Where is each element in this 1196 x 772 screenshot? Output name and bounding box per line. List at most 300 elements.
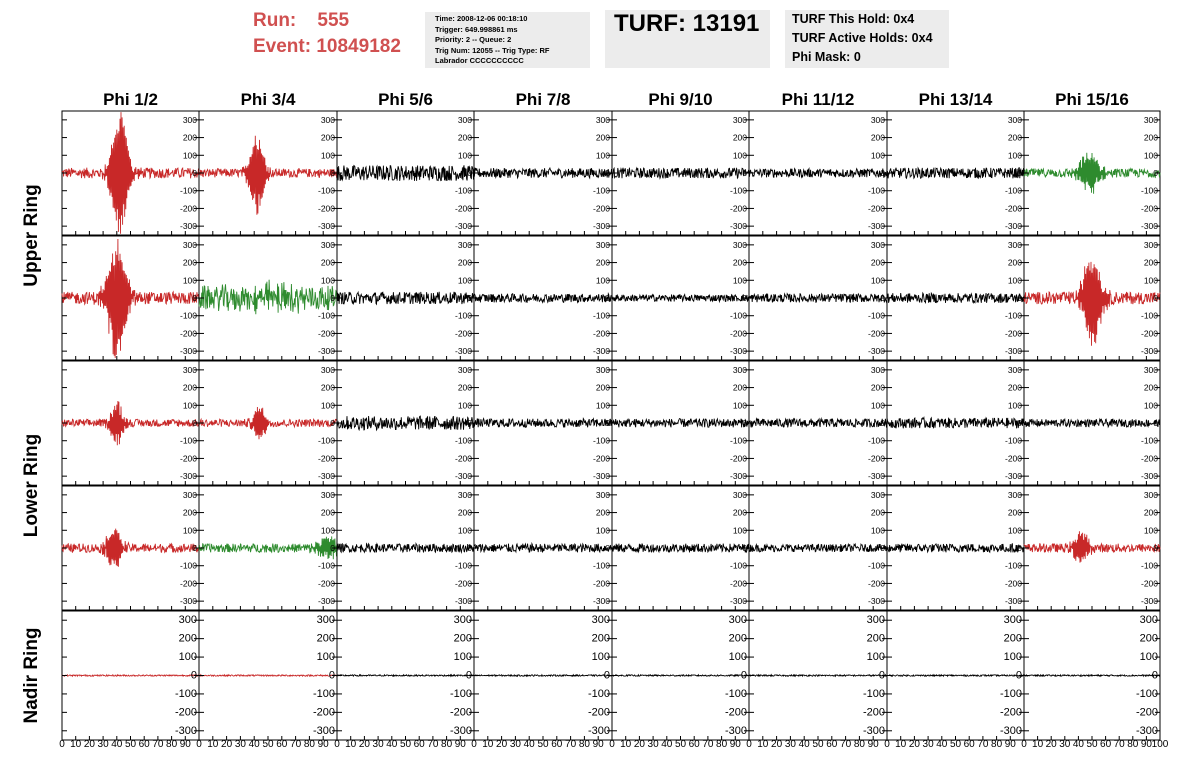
y-tick-label: -200 (449, 706, 472, 719)
y-tick-label: 300 (182, 489, 197, 500)
y-tick-label: 100 (1007, 150, 1022, 161)
y-tick-label: 0 (1153, 293, 1158, 303)
y-tick-label: -300 (449, 724, 472, 737)
x-tick-label: 20 (358, 739, 370, 750)
hold-line-mask: Phi Mask: 0 (792, 50, 861, 64)
x-tick-label: 10 (895, 739, 907, 750)
y-tick-label: 200 (732, 132, 747, 143)
x-tick-label: 0 (609, 739, 615, 750)
y-tick-label: 100 (595, 150, 610, 161)
y-tick-label: -200 (179, 453, 197, 464)
y-tick-label: 100 (1139, 651, 1158, 664)
y-tick-label: -100 (454, 185, 472, 196)
info-line-priority: Priority: 2 -- Queue: 2 (435, 35, 512, 44)
y-tick-label: -200 (317, 453, 335, 464)
x-tick-label: 40 (523, 739, 535, 750)
y-tick-label: 200 (182, 257, 197, 268)
x-tick-label: 80 (991, 739, 1003, 750)
waveform-trace (62, 239, 199, 358)
y-tick-label: 100 (320, 400, 335, 411)
x-tick-label: 60 (826, 739, 838, 750)
x-tick-label: 30 (509, 739, 521, 750)
y-tick-label: -200 (454, 328, 472, 339)
y-tick-label: -200 (174, 706, 197, 719)
y-tick-label: 200 (732, 382, 747, 393)
ring-label: Lower Ring (21, 433, 42, 538)
y-tick-label: -200 (867, 453, 885, 464)
y-tick-label: -100 (729, 435, 747, 446)
x-tick-label: 0 (59, 739, 65, 750)
x-tick-label: 10 (1032, 739, 1044, 750)
y-tick-label: 300 (591, 614, 610, 627)
y-tick-label: -100 (592, 560, 610, 571)
y-tick-label: -300 (867, 596, 885, 607)
y-tick-label: 200 (1007, 507, 1022, 518)
waveform-trace (62, 529, 199, 567)
y-tick-label: 300 (595, 239, 610, 250)
waveform-trace (1024, 153, 1160, 194)
waveform-trace (1024, 419, 1160, 427)
waveform-trace (749, 675, 887, 676)
y-tick-label: -300 (862, 724, 885, 737)
x-tick-label: 60 (413, 739, 425, 750)
x-tick-label: 80 (716, 739, 728, 750)
x-tick-label: 0 (746, 739, 752, 750)
y-tick-label: 200 (320, 132, 335, 143)
column-title: Phi 7/8 (515, 90, 571, 109)
info-line-trignum: Trig Num: 12055 -- Trig Type: RF (435, 45, 550, 55)
y-tick-label: 100 (1003, 651, 1022, 664)
y-tick-label: -300 (454, 221, 472, 232)
x-tick-label: 40 (936, 739, 948, 750)
y-tick-label: 200 (457, 132, 472, 143)
y-tick-label: 300 (732, 364, 747, 375)
y-tick-label: 0 (1015, 669, 1022, 682)
y-tick-label: 0 (192, 293, 197, 303)
x-tick-label: 80 (853, 739, 865, 750)
ring-label: Nadir Ring (21, 627, 42, 724)
y-tick-label: -200 (1140, 578, 1158, 589)
y-tick-label: 100 (1007, 525, 1022, 536)
x-tick-label: 40 (661, 739, 673, 750)
waveform-trace (612, 419, 749, 428)
waveform-trace (199, 407, 337, 439)
y-tick-label: 0 (1153, 543, 1158, 553)
y-tick-label: 100 (1143, 150, 1158, 161)
y-tick-label: 0 (603, 669, 610, 682)
y-tick-label: -300 (592, 471, 610, 482)
y-tick-label: -100 (724, 687, 747, 700)
y-tick-label: -300 (1135, 724, 1158, 737)
x-tick-label: 80 (303, 739, 315, 750)
info-line-trigger: Trigger: 649.998861 ms (435, 24, 518, 34)
y-tick-label: 100 (870, 525, 885, 536)
column-title: Phi 3/4 (240, 90, 296, 109)
y-tick-label: 0 (1017, 168, 1022, 178)
x-tick-label: 60 (276, 739, 288, 750)
waveform-trace (612, 544, 749, 553)
y-tick-label: -300 (729, 221, 747, 232)
y-tick-label: 300 (457, 114, 472, 125)
y-tick-label: 200 (453, 632, 472, 645)
y-tick-label: 300 (457, 239, 472, 250)
y-tick-label: -200 (317, 328, 335, 339)
y-tick-label: 300 (320, 489, 335, 500)
waveform-trace (337, 675, 474, 676)
y-tick-label: -100 (1140, 435, 1158, 446)
y-tick-label: 300 (732, 114, 747, 125)
x-tick-label: 10 (482, 739, 494, 750)
y-tick-label: 300 (453, 614, 472, 627)
waveform-trace (337, 544, 474, 553)
y-tick-label: 0 (878, 669, 885, 682)
y-tick-label: -200 (867, 203, 885, 214)
y-tick-label: -100 (179, 310, 197, 321)
y-tick-label: 100 (182, 150, 197, 161)
y-tick-label: -100 (454, 560, 472, 571)
y-tick-label: 300 (1007, 114, 1022, 125)
x-tick-label: 50 (949, 739, 962, 750)
y-tick-label: -200 (999, 706, 1022, 719)
y-tick-label: 300 (1139, 614, 1158, 627)
waveform-trace (199, 675, 337, 676)
y-tick-label: 300 (595, 489, 610, 500)
x-tick-label: 40 (386, 739, 398, 750)
y-tick-label: -100 (729, 560, 747, 571)
y-tick-label: 0 (742, 168, 747, 178)
y-tick-label: 0 (742, 543, 747, 553)
y-tick-label: -100 (867, 310, 885, 321)
x-tick-label: 70 (565, 739, 577, 750)
y-tick-label: -200 (1004, 328, 1022, 339)
y-tick-label: 0 (467, 543, 472, 553)
y-tick-label: -300 (592, 346, 610, 357)
x-tick-label: 30 (647, 739, 659, 750)
y-tick-label: -200 (454, 578, 472, 589)
y-tick-label: -300 (1140, 221, 1158, 232)
y-tick-label: -100 (179, 185, 197, 196)
y-tick-label: -300 (1004, 596, 1022, 607)
x-tick-label: 30 (97, 739, 109, 750)
y-tick-label: 200 (320, 382, 335, 393)
y-tick-label: -100 (454, 435, 472, 446)
y-tick-label: 300 (1143, 239, 1158, 250)
x-tick-label: 0 (196, 739, 202, 750)
y-tick-label: -300 (454, 471, 472, 482)
y-tick-label: 100 (320, 525, 335, 536)
y-tick-label: -200 (312, 706, 335, 719)
y-tick-label: -300 (999, 724, 1022, 737)
y-tick-label: 0 (330, 168, 335, 178)
y-tick-label: 300 (1143, 114, 1158, 125)
y-tick-label: 200 (182, 132, 197, 143)
y-tick-label: -300 (724, 724, 747, 737)
y-tick-label: -100 (592, 435, 610, 446)
waveform-trace (612, 295, 749, 302)
y-tick-label: -200 (867, 328, 885, 339)
y-tick-label: -200 (862, 706, 885, 719)
x-tick-label: 40 (248, 739, 260, 750)
waveform-trace (337, 292, 474, 304)
y-tick-label: -300 (592, 221, 610, 232)
column-title: Phi 13/14 (918, 90, 993, 109)
y-tick-label: 300 (1007, 239, 1022, 250)
y-tick-label: -100 (867, 560, 885, 571)
x-tick-label: 40 (798, 739, 810, 750)
x-tick-label: 20 (771, 739, 783, 750)
y-tick-label: 0 (467, 418, 472, 428)
y-tick-label: 0 (605, 543, 610, 553)
y-tick-label: 200 (1139, 632, 1158, 645)
y-tick-label: -300 (1004, 471, 1022, 482)
y-tick-label: 0 (740, 669, 747, 682)
y-tick-label: -300 (317, 221, 335, 232)
y-tick-label: -300 (592, 596, 610, 607)
y-tick-label: -100 (317, 435, 335, 446)
waveform-trace (62, 675, 199, 676)
y-tick-label: -100 (729, 185, 747, 196)
waveform-trace (1024, 262, 1160, 346)
y-tick-label: 100 (866, 651, 885, 664)
y-tick-label: 100 (1143, 275, 1158, 286)
y-tick-label: 300 (728, 614, 747, 627)
x-tick-label: 30 (922, 739, 934, 750)
x-tick-label: 0 (334, 739, 340, 750)
x-tick-label: 60 (963, 739, 975, 750)
y-tick-label: -300 (317, 596, 335, 607)
x-tick-label: 30 (1059, 739, 1071, 750)
y-tick-label: -300 (1140, 346, 1158, 357)
waveform-trace (749, 544, 887, 552)
y-tick-label: -300 (1004, 221, 1022, 232)
y-tick-label: 0 (605, 168, 610, 178)
column-title: Phi 9/10 (648, 90, 713, 109)
y-tick-label: -300 (1140, 471, 1158, 482)
waveform-trace (612, 168, 749, 179)
y-tick-label: 100 (320, 275, 335, 286)
y-tick-label: -200 (592, 328, 610, 339)
x-tick-label: 70 (840, 739, 852, 750)
y-tick-label: 200 (1007, 257, 1022, 268)
waveform-trace (749, 294, 887, 303)
y-tick-label: 100 (1007, 275, 1022, 286)
y-tick-label: 200 (1143, 257, 1158, 268)
y-tick-label: 100 (870, 150, 885, 161)
x-tick-label: 30 (372, 739, 384, 750)
y-tick-label: 0 (330, 418, 335, 428)
y-tick-label: -200 (179, 328, 197, 339)
y-tick-label: -200 (1004, 453, 1022, 464)
y-tick-label: 0 (192, 543, 197, 553)
y-tick-label: 200 (316, 632, 335, 645)
y-tick-label: -200 (592, 203, 610, 214)
waveform-trace (474, 419, 612, 428)
y-tick-label: 300 (320, 364, 335, 375)
y-tick-label: -200 (317, 203, 335, 214)
y-tick-label: 100 (591, 651, 610, 664)
y-tick-label: 0 (880, 418, 885, 428)
y-tick-label: -200 (1004, 203, 1022, 214)
y-tick-label: 300 (870, 239, 885, 250)
info-line-time: Time: 2008-12-06 00:18:10 (435, 14, 528, 23)
y-tick-label: 300 (732, 489, 747, 500)
x-tick-label: 90 (729, 739, 741, 750)
x-tick-label: 90 (867, 739, 879, 750)
x-tick-label: 70 (152, 739, 164, 750)
y-tick-label: 300 (1003, 614, 1022, 627)
y-tick-label: 100 (453, 651, 472, 664)
waveform-trace (199, 280, 337, 315)
x-tick-label: 70 (702, 739, 714, 750)
y-tick-label: 100 (732, 525, 747, 536)
x-tick-label: 50 (812, 739, 824, 750)
y-tick-label: 0 (605, 418, 610, 428)
y-tick-label: -300 (179, 471, 197, 482)
column-title: Phi 5/6 (378, 90, 433, 109)
y-tick-label: 300 (1143, 364, 1158, 375)
hold-line-active: TURF Active Holds: 0x4 (792, 31, 933, 45)
y-tick-label: 300 (595, 114, 610, 125)
y-tick-label: 0 (467, 293, 472, 303)
y-tick-label: 0 (192, 418, 197, 428)
y-tick-label: 200 (457, 257, 472, 268)
y-tick-label: -200 (179, 203, 197, 214)
y-tick-label: 300 (866, 614, 885, 627)
y-tick-label: 200 (595, 382, 610, 393)
y-tick-label: -300 (1004, 346, 1022, 357)
x-tick-label: 60 (551, 739, 563, 750)
column-title: Phi 15/16 (1055, 90, 1129, 109)
waveform-trace (749, 419, 887, 428)
y-tick-label: 200 (182, 382, 197, 393)
y-tick-label: 100 (595, 400, 610, 411)
y-tick-label: 300 (870, 364, 885, 375)
ring-label: Upper Ring (21, 184, 42, 287)
y-tick-label: -100 (1004, 435, 1022, 446)
y-tick-label: 100 (732, 150, 747, 161)
y-tick-label: 0 (1017, 418, 1022, 428)
y-tick-label: 0 (880, 293, 885, 303)
y-tick-label: -200 (179, 578, 197, 589)
y-tick-label: 200 (1007, 382, 1022, 393)
y-tick-label: -200 (592, 453, 610, 464)
y-tick-label: -100 (862, 687, 885, 700)
y-tick-label: -200 (729, 578, 747, 589)
x-tick-label: 90 (179, 739, 191, 750)
y-tick-label: 200 (1003, 632, 1022, 645)
waveform-trace (749, 169, 887, 178)
x-tick-label: 0 (471, 739, 477, 750)
x-tick-label: 50 (674, 739, 687, 750)
y-tick-label: 300 (595, 364, 610, 375)
waveform-trace (1024, 675, 1160, 676)
x-tick-label: 80 (166, 739, 178, 750)
y-tick-label: -300 (317, 471, 335, 482)
waveform-trace (337, 165, 474, 181)
x-tick-label: 40 (1072, 739, 1084, 750)
y-tick-label: -200 (1140, 453, 1158, 464)
y-tick-label: 300 (870, 114, 885, 125)
y-tick-label: -200 (454, 453, 472, 464)
y-tick-label: -300 (179, 596, 197, 607)
x-tick-label: 10 (345, 739, 357, 750)
y-tick-label: -100 (179, 560, 197, 571)
x-tick-label: 20 (908, 739, 920, 750)
y-tick-label: -300 (317, 346, 335, 357)
y-tick-label: -100 (1140, 185, 1158, 196)
y-tick-label: 100 (182, 275, 197, 286)
y-tick-label: 100 (1007, 400, 1022, 411)
y-tick-label: 300 (316, 614, 335, 627)
waveform-trace (474, 294, 612, 303)
y-tick-label: 100 (320, 150, 335, 161)
x-tick-label: 90 (1140, 739, 1152, 750)
y-tick-label: 300 (732, 239, 747, 250)
y-tick-label: 100 (870, 400, 885, 411)
x-tick-label: 50 (124, 739, 137, 750)
y-tick-label: -100 (317, 560, 335, 571)
x-tick-label: 60 (1100, 739, 1112, 750)
waveform-trace (474, 675, 612, 676)
x-tick-label: 70 (290, 739, 302, 750)
x-tick-label: 30 (234, 739, 246, 750)
y-tick-label: 0 (467, 168, 472, 178)
y-tick-label: -100 (1140, 560, 1158, 571)
y-tick-label: 200 (320, 507, 335, 518)
run-value: 555 (317, 10, 350, 31)
y-tick-label: 0 (190, 669, 197, 682)
x-tick-label: 10 (757, 739, 769, 750)
y-tick-label: 100 (316, 651, 335, 664)
y-tick-label: 100 (732, 275, 747, 286)
x-tick-label: 10 (207, 739, 219, 750)
y-tick-label: 200 (178, 632, 197, 645)
x-tick-label: 50 (262, 739, 274, 750)
y-tick-label: 100 (1143, 400, 1158, 411)
y-tick-label: -300 (454, 596, 472, 607)
event-value: 10849182 (316, 36, 401, 57)
y-tick-label: 200 (870, 132, 885, 143)
y-tick-label: -200 (454, 203, 472, 214)
x-tick-label: 20 (221, 739, 233, 750)
y-tick-label: 200 (457, 507, 472, 518)
y-tick-label: 0 (1153, 168, 1158, 178)
waveform-trace (1024, 531, 1160, 562)
x-tick-label: 50 (1086, 739, 1098, 750)
y-tick-label: -300 (179, 221, 197, 232)
y-tick-label: -100 (867, 435, 885, 446)
y-tick-label: -100 (729, 310, 747, 321)
y-tick-label: -200 (729, 203, 747, 214)
y-tick-label: 0 (742, 418, 747, 428)
waveform-trace (62, 401, 199, 445)
y-tick-label: 100 (182, 525, 197, 536)
y-tick-label: 100 (870, 275, 885, 286)
x-tick-label: 50 (399, 739, 412, 750)
y-tick-label: -200 (1140, 203, 1158, 214)
y-tick-label: -100 (312, 687, 335, 700)
x-tick-label: 80 (578, 739, 590, 750)
waveform-trace (887, 293, 1024, 303)
run-label: Run: (253, 10, 297, 31)
column-title: Phi 1/2 (103, 90, 158, 109)
y-tick-label: 300 (457, 489, 472, 500)
waveform-trace (612, 675, 749, 676)
turf-number: TURF: 13191 (614, 10, 760, 37)
y-tick-label: -100 (1004, 185, 1022, 196)
x-tick-label: 50 (537, 739, 549, 750)
y-tick-label: -100 (1004, 560, 1022, 571)
